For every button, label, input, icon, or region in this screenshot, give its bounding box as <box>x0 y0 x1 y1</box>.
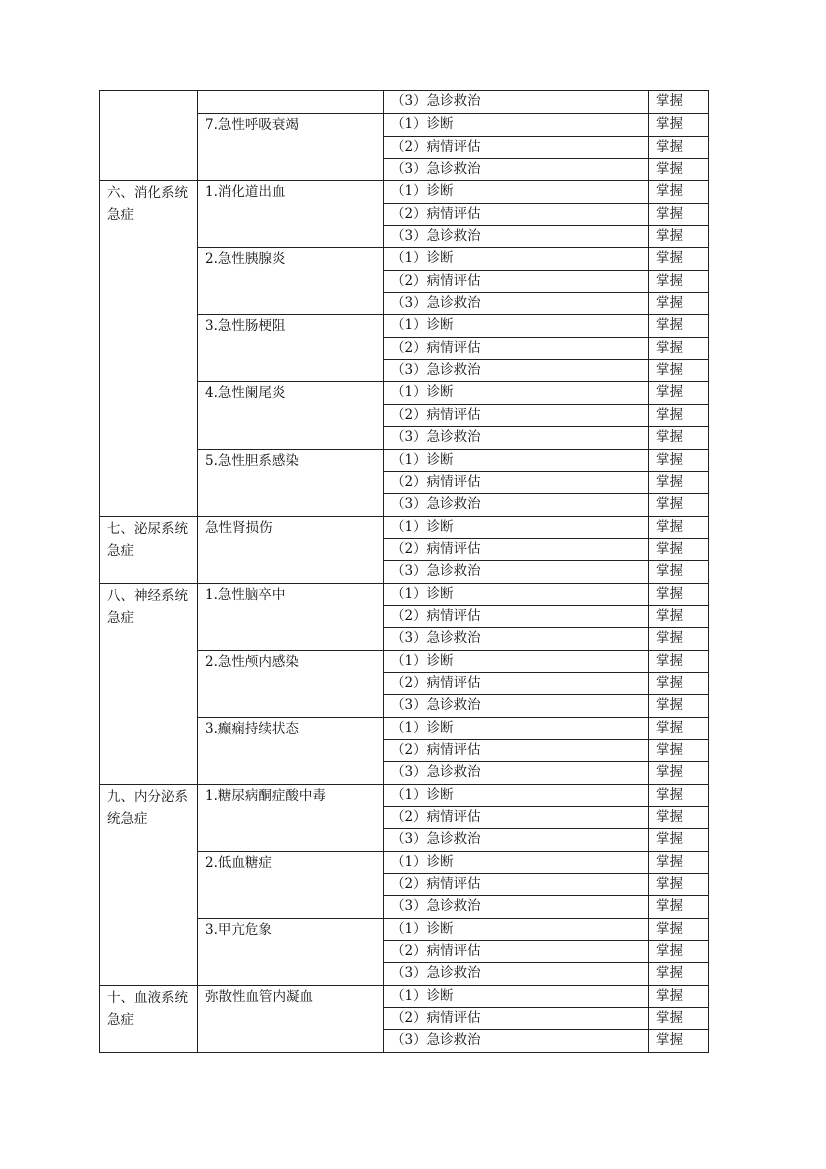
requirement-cell: 掌握 <box>649 784 709 806</box>
item-cell: （2）病情评估 <box>384 807 649 829</box>
requirement-cell: 掌握 <box>649 270 709 292</box>
disease-cell: 1.糖尿病酮症酸中毒 <box>198 784 384 851</box>
requirement-cell: 掌握 <box>649 360 709 382</box>
item-cell: （1）诊断 <box>384 985 649 1007</box>
requirement-cell: 掌握 <box>649 985 709 1007</box>
category-cell: 九、内分泌系统急症 <box>100 784 198 985</box>
requirement-cell: 掌握 <box>649 829 709 851</box>
requirement-cell: 掌握 <box>649 650 709 672</box>
item-cell: （3）急诊救治 <box>384 427 649 449</box>
requirement-cell: 掌握 <box>649 941 709 963</box>
requirement-cell: 掌握 <box>649 159 709 181</box>
item-cell: （3）急诊救治 <box>384 896 649 918</box>
item-cell: （2）病情评估 <box>384 337 649 359</box>
requirement-cell: 掌握 <box>649 918 709 940</box>
item-cell: （3）急诊救治 <box>384 226 649 248</box>
requirement-cell: 掌握 <box>649 963 709 985</box>
table-row <box>100 784 709 806</box>
item-cell: （3）急诊救治 <box>384 360 649 382</box>
disease-cell: 7.急性呼吸衰竭 <box>198 114 384 181</box>
disease-cell: 1.急性脑卒中 <box>198 583 384 650</box>
requirement-cell: 掌握 <box>649 91 709 114</box>
disease-cell: 3.甲亢危象 <box>198 918 384 985</box>
requirement-cell: 掌握 <box>649 382 709 404</box>
item-cell: （1）诊断 <box>384 717 649 739</box>
table-row <box>100 583 709 605</box>
item-cell: （3）急诊救治 <box>384 762 649 784</box>
requirement-cell: 掌握 <box>649 494 709 516</box>
item-cell: （2）病情评估 <box>384 136 649 158</box>
requirement-cell: 掌握 <box>649 695 709 717</box>
requirement-cell: 掌握 <box>649 538 709 560</box>
item-cell: （1）诊断 <box>384 449 649 471</box>
item-cell: （1）诊断 <box>384 650 649 672</box>
item-cell: （1）诊断 <box>384 315 649 337</box>
item-cell: （2）病情评估 <box>384 471 649 493</box>
requirement-cell: 掌握 <box>649 583 709 605</box>
table-row <box>100 181 709 203</box>
item-cell: （1）诊断 <box>384 918 649 940</box>
disease-cell: 急性肾损伤 <box>198 516 384 583</box>
requirement-cell: 掌握 <box>649 404 709 426</box>
item-cell: （2）病情评估 <box>384 1008 649 1030</box>
disease-cell: 1.消化道出血 <box>198 181 384 248</box>
requirement-cell: 掌握 <box>649 672 709 694</box>
item-cell: （2）病情评估 <box>384 270 649 292</box>
disease-cell <box>198 91 384 114</box>
requirement-cell: 掌握 <box>649 874 709 896</box>
table-row <box>100 516 709 538</box>
item-cell: （3）急诊救治 <box>384 1030 649 1052</box>
disease-cell: 弥散性血管内凝血 <box>198 985 384 1052</box>
requirement-cell: 掌握 <box>649 717 709 739</box>
item-cell: （2）病情评估 <box>384 739 649 761</box>
item-cell: （3）急诊救治 <box>384 963 649 985</box>
requirement-cell: 掌握 <box>649 1008 709 1030</box>
item-cell: （1）诊断 <box>384 583 649 605</box>
disease-cell: 3.急性肠梗阻 <box>198 315 384 382</box>
syllabus-table-body <box>100 91 709 1053</box>
item-cell: （3）急诊救治 <box>384 561 649 583</box>
item-cell: （1）诊断 <box>384 114 649 136</box>
requirement-cell: 掌握 <box>649 337 709 359</box>
requirement-cell: 掌握 <box>649 293 709 315</box>
item-cell: （3）急诊救治 <box>384 628 649 650</box>
item-cell: （1）诊断 <box>384 784 649 806</box>
requirement-cell: 掌握 <box>649 851 709 873</box>
item-cell: （2）病情评估 <box>384 404 649 426</box>
category-cell: 六、消化系统急症 <box>100 181 198 516</box>
item-cell: （2）病情评估 <box>384 874 649 896</box>
disease-cell: 3.癫痫持续状态 <box>198 717 384 784</box>
disease-cell: 4.急性阑尾炎 <box>198 382 384 449</box>
item-cell: （1）诊断 <box>384 248 649 270</box>
item-cell: （3）急诊救治 <box>384 695 649 717</box>
disease-cell: 2.急性颅内感染 <box>198 650 384 717</box>
item-cell: （2）病情评估 <box>384 672 649 694</box>
requirement-cell: 掌握 <box>649 136 709 158</box>
requirement-cell: 掌握 <box>649 315 709 337</box>
requirement-cell: 掌握 <box>649 203 709 225</box>
requirement-cell: 掌握 <box>649 449 709 471</box>
requirement-cell: 掌握 <box>649 471 709 493</box>
requirement-cell: 掌握 <box>649 807 709 829</box>
requirement-cell: 掌握 <box>649 739 709 761</box>
category-cell: 八、神经系统急症 <box>100 583 198 784</box>
requirement-cell: 掌握 <box>649 516 709 538</box>
item-cell: （1）诊断 <box>384 181 649 203</box>
requirement-cell: 掌握 <box>649 226 709 248</box>
category-cell: 十、血液系统急症 <box>100 985 198 1052</box>
item-cell: （3）急诊救治 <box>384 91 649 114</box>
requirement-cell: 掌握 <box>649 181 709 203</box>
table-row <box>100 985 709 1007</box>
requirement-cell: 掌握 <box>649 248 709 270</box>
item-cell: （3）急诊救治 <box>384 829 649 851</box>
disease-cell: 5.急性胆系感染 <box>198 449 384 516</box>
requirement-cell: 掌握 <box>649 628 709 650</box>
disease-cell: 2.低血糖症 <box>198 851 384 918</box>
item-cell: （1）诊断 <box>384 516 649 538</box>
requirement-cell: 掌握 <box>649 427 709 449</box>
category-cell: 七、泌尿系统急症 <box>100 516 198 583</box>
requirement-cell: 掌握 <box>649 561 709 583</box>
item-cell: （2）病情评估 <box>384 203 649 225</box>
disease-cell: 2.急性胰腺炎 <box>198 248 384 315</box>
syllabus-table <box>99 90 709 1053</box>
requirement-cell: 掌握 <box>649 896 709 918</box>
requirement-cell: 掌握 <box>649 605 709 627</box>
table-row <box>100 91 709 114</box>
item-cell: （2）病情评估 <box>384 538 649 560</box>
requirement-cell: 掌握 <box>649 114 709 136</box>
item-cell: （3）急诊救治 <box>384 159 649 181</box>
category-cell <box>100 91 198 181</box>
item-cell: （1）诊断 <box>384 851 649 873</box>
requirement-cell: 掌握 <box>649 1030 709 1052</box>
item-cell: （2）病情评估 <box>384 605 649 627</box>
item-cell: （2）病情评估 <box>384 941 649 963</box>
item-cell: （3）急诊救治 <box>384 293 649 315</box>
item-cell: （1）诊断 <box>384 382 649 404</box>
requirement-cell: 掌握 <box>649 762 709 784</box>
item-cell: （3）急诊救治 <box>384 494 649 516</box>
